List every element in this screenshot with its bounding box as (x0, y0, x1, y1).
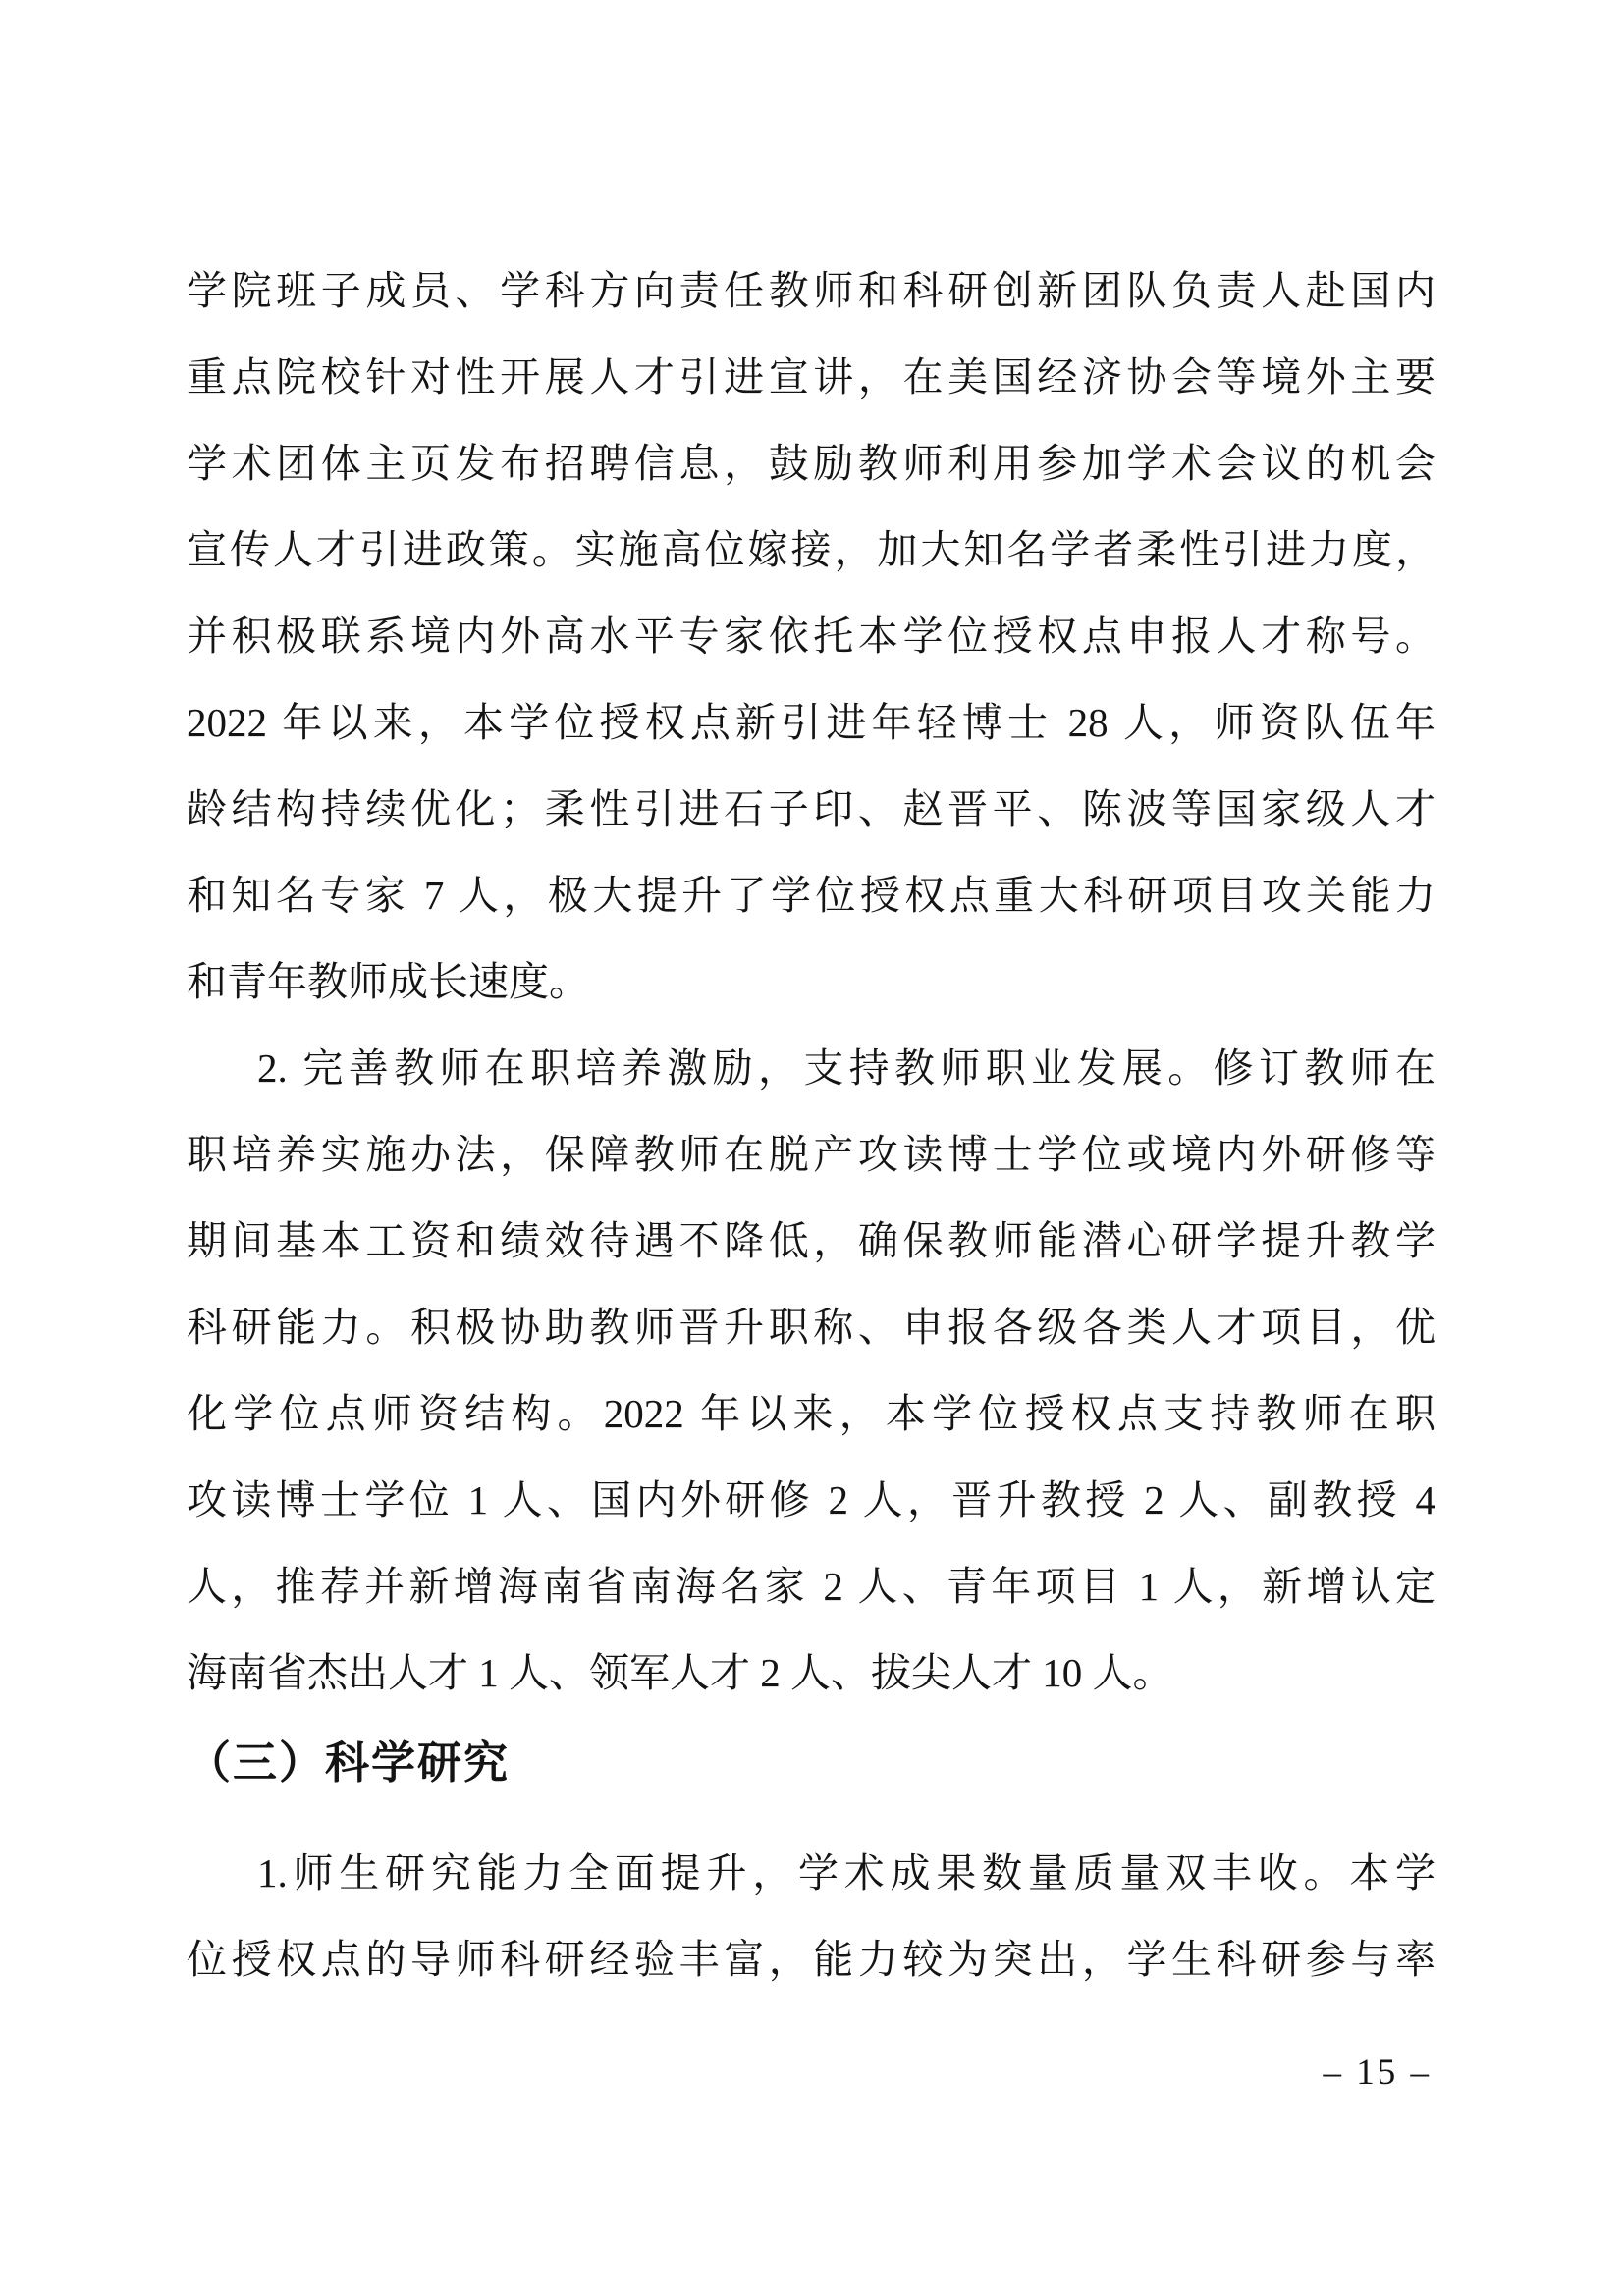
page-number: – 15 – (1323, 2053, 1432, 2093)
text-line: 科研能力。积极协助教师晋升职称、申报各级各类人才项目，优 (187, 1305, 1435, 1350)
text-line: 期间基本工资和绩效待遇不降低，确保教师能潜心研学提升教学 (187, 1218, 1435, 1263)
text-line: 化学位点师资结构。2022 年以来，本学位授权点支持教师在职 (187, 1391, 1435, 1436)
text-line: 1.师生研究能力全面提升，学术成果数量质量双丰收。本学 (257, 1850, 1435, 1896)
paragraph-3 (187, 1830, 1435, 2002)
text-line: 位授权点的导师科研经验丰富，能力较为突出，学生科研参与率 (187, 1937, 1435, 1982)
text-line: 和青年教师成长速度。 (187, 959, 589, 1004)
text-line: 龄结构持续优化；柔性引进石子印、赵晋平、陈波等国家级人才 (187, 786, 1435, 831)
text-line: 2. 完善教师在职培养激励，支持教师职业发展。修订教师在 (257, 1045, 1435, 1091)
text-line: 人，推荐并新增海南省南海名家 2 人、青年项目 1 人，新增认定 (187, 1564, 1435, 1609)
text-line: 攻读博士学位 1 人、国内外研修 2 人，晋升教授 2 人、副教授 4 (187, 1477, 1435, 1522)
text-line: 和知名专家 7 人，极大提升了学位授权点重大科研项目攻关能力 (187, 873, 1435, 918)
text-line: 学院班子成员、学科方向责任教师和科研创新团队负责人赴国内 (187, 268, 1435, 313)
section-heading: （三）科学研究 (187, 1737, 511, 1788)
text-line: 2022 年以来，本学位授权点新引进年轻博士 28 人，师资队伍年 (187, 700, 1435, 745)
paragraph-2 (187, 1025, 1435, 1716)
document-body (187, 247, 1435, 2002)
text-line: 并积极联系境内外高水平专家依托本学位授权点申报人才称号。 (187, 614, 1435, 659)
text-line: 学术团体主页发布招聘信息，鼓励教师利用参加学术会议的机会 (187, 441, 1435, 486)
text-line: 宣传人才引进政策。实施高位嫁接，加大知名学者柔性引进力度， (187, 527, 1435, 572)
text-line: 职培养实施办法，保障教师在脱产攻读博士学位或境内外研修等 (187, 1132, 1435, 1177)
text-line: 海南省杰出人才 1 人、领军人才 2 人、拔尖人才 10 人。 (187, 1650, 1173, 1695)
text-line: 重点院校针对性开展人才引进宣讲，在美国经济协会等境外主要 (187, 354, 1435, 400)
paragraph-1 (187, 247, 1435, 1025)
